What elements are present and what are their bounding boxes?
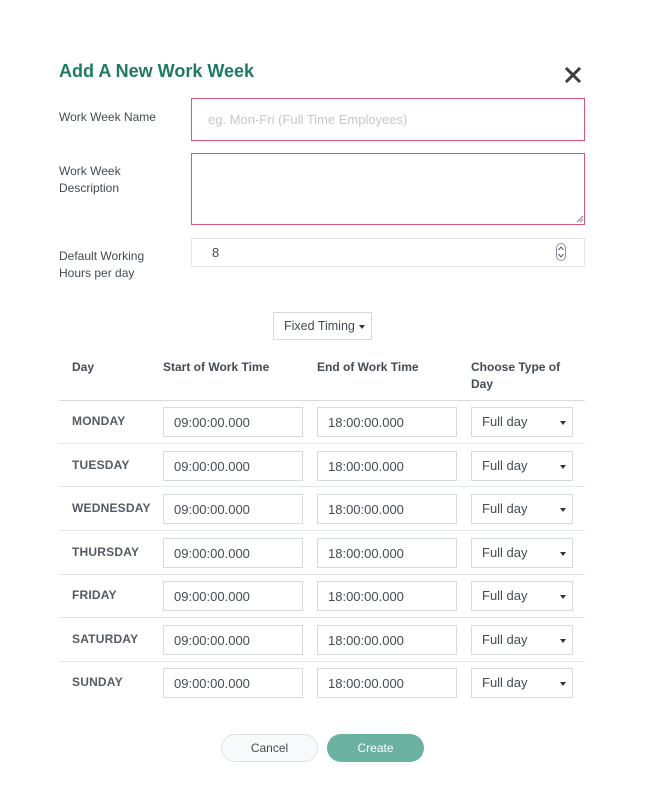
day-type-select-monday[interactable] [471,407,573,437]
work-week-description-input[interactable] [191,153,585,225]
end-time-sunday[interactable] [317,668,457,698]
caret-down-icon [560,682,566,686]
caret-down-icon [359,325,365,329]
caret-down-icon [560,465,566,469]
row-divider [59,443,585,444]
caret-down-icon [560,508,566,512]
column-header-end: End of Work Time [317,360,419,374]
day-type-select-sunday[interactable] [471,668,573,698]
start-time-sunday[interactable] [163,668,303,698]
stepper-icon [557,244,565,260]
day-label-monday: MONDAY [72,414,126,428]
end-time-wednesday[interactable] [317,494,457,524]
day-label-tuesday: TUESDAY [72,458,130,472]
modal-title: Add A New Work Week [59,61,255,81]
day-label-thursday: THURSDAY [72,545,140,559]
table-header-divider [59,400,585,401]
create-button[interactable]: Create [327,734,424,762]
close-icon [563,65,583,85]
end-time-friday[interactable] [317,581,457,611]
day-label-sunday: SUNDAY [72,675,123,689]
timing-mode-label: Fixed Timing [284,319,355,333]
column-header-start: Start of Work Time [163,360,270,374]
resize-grip-icon[interactable] [576,215,584,223]
end-time-saturday[interactable] [317,625,457,655]
start-time-tuesday[interactable] [163,451,303,481]
row-divider [59,574,585,575]
end-time-thursday[interactable] [317,538,457,568]
row-divider [59,617,585,618]
day-type-value: Full day [482,501,528,516]
default-hours-label: Default Working Hours per day [59,249,145,280]
start-time-thursday[interactable] [163,538,303,568]
work-week-name-label: Work Week Name [59,110,156,124]
default-hours-input[interactable] [191,238,585,267]
day-type-value: Full day [482,588,528,603]
caret-down-icon [560,639,566,643]
close-button[interactable] [563,65,583,85]
start-time-monday[interactable] [163,407,303,437]
day-type-select-thursday[interactable] [471,538,573,568]
day-type-select-wednesday[interactable] [471,494,573,524]
work-week-name-input[interactable] [191,98,585,141]
row-divider [59,661,585,662]
day-type-value: Full day [482,545,528,560]
start-time-friday[interactable] [163,581,303,611]
row-divider [59,530,585,531]
end-time-monday[interactable] [317,407,457,437]
day-type-value: Full day [482,458,528,473]
end-time-tuesday[interactable] [317,451,457,481]
start-time-saturday[interactable] [163,625,303,655]
day-type-select-friday[interactable] [471,581,573,611]
row-divider [59,486,585,487]
day-type-value: Full day [482,414,528,429]
day-label-saturday: SATURDAY [72,632,139,646]
timing-mode-dropdown[interactable] [273,312,372,340]
day-type-select-tuesday[interactable] [471,451,573,481]
hours-stepper[interactable] [556,243,566,261]
column-header-type: Choose Type of Day [471,360,561,391]
start-time-wednesday[interactable] [163,494,303,524]
caret-down-icon [560,595,566,599]
work-week-description-label: Work Week Description [59,164,121,195]
caret-down-icon [560,552,566,556]
day-type-value: Full day [482,632,528,647]
day-label-wednesday: WEDNESDAY [72,501,151,515]
caret-down-icon [560,421,566,425]
day-type-value: Full day [482,675,528,690]
day-type-select-saturday[interactable] [471,625,573,655]
day-label-friday: FRIDAY [72,588,117,602]
column-header-day: Day [72,360,95,374]
cancel-button[interactable]: Cancel [221,734,318,762]
